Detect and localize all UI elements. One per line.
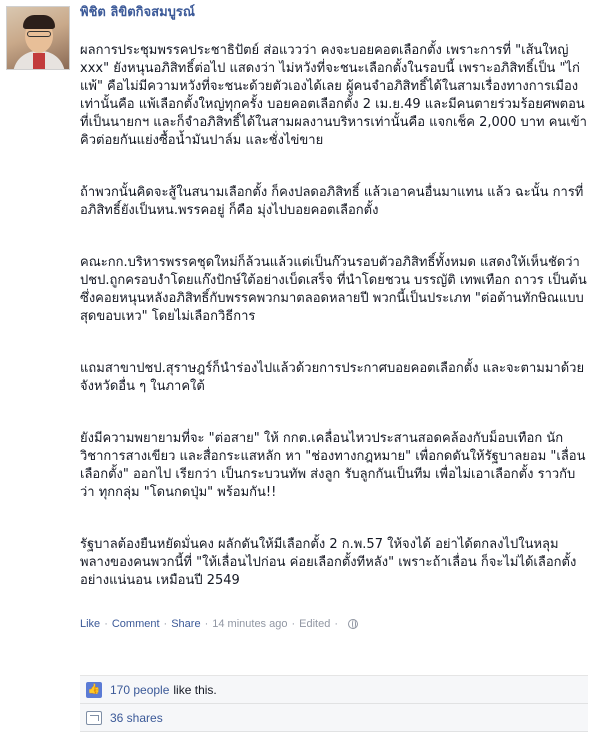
likes-row (80, 676, 588, 704)
thumbs-up-icon: 👍 (86, 682, 102, 698)
separator: · (291, 618, 296, 630)
likes-suffix: like this. (173, 682, 217, 697)
author-name-link[interactable]: พิชิต ลิขิตกิจสมบูรณ์ (80, 5, 195, 20)
post-paragraph-4: แถมสาขาปชป.สุราษฎร์ก็นำร่องไปแล้วด้วยการประกาศบอยคอตเลือกตั้ง และจะตามมาด้วยจังหวัดอื่น ๆ ในภาคใต้ (80, 361, 585, 394)
edited-link[interactable]: Edited (299, 618, 331, 630)
comment-link[interactable]: Comment (111, 618, 160, 630)
separator: · (204, 618, 209, 630)
post-paragraph-1: ผลการประชุมพรรคประชาธิปัตย์ ส่อแววว่า คงจะบอยคอตเลือกตั้ง เพราะการที่ "เส้นใหญ่ xxx" ยังหนุนอภิสิทธิ์ต่อไป แสดงว่า ไม่หวังที่จะชนะเลือกตั้งในรอบนี้ เพราะอภิสิทธิ์เป็น "ไก่แพ้" คือไม่มีความหวังที่จะชนะด้วยตัวเองได้เลย ผู้คนจำอภิสิทธิ์ได้ในสามเรื่องทางการเมืองเท่านั้นคือ แพ้เลือกตั้งใหญ่ทุกครั้ง บอยคอตเลือกตั้ง 2 เม.ย.49 และมีคนตายร่วมร้อยศพตอนที่เป็นนายกฯ และก็จำอภิสิทธิ์ได้ในสามผลงานบริหารเท่านั้นคือ แจกเช็ค 2,000 บาท คนเข้าคิวต่อยกันแย่งซื้อน้ำมันปาล์ม และชั่งไข่ขาย (80, 43, 587, 148)
shares-count-link[interactable]: 36 shares (110, 710, 163, 725)
likes-count-link[interactable]: 170 people (110, 682, 170, 697)
post-timestamp[interactable]: 14 minutes ago (212, 618, 288, 630)
share-icon (86, 711, 102, 725)
shares-row (80, 704, 588, 732)
post-paragraph-5: ยังมีความพยายามที่จะ "ต่อสาย" ให้ กกต.เคลื่อนไหวประสานสอดคล้องกับม็อบเทือก นักวิชาการสางเขียว และสื่อกระแสหลัก หา "ช่องทางกฎหมาย" เพื่อกดดันให้รัฐบาลยอม "เลื่อนเลือกตั้ง" ออกไป เรียกว่า เป็นกระบวนทัพ ส่งลูก รับลูกกันเป็นทีม เพื่อไม่เอาเลือกตั้ง ราวกับว่า ทุกกลุ่ม "โดนกดปุ่ม" พร้อมกัน!! (80, 431, 586, 500)
post-paragraph-3: คณะกก.บริหารพรรคชุดใหม่ก็ล้วนแล้วแต่เป็นก๊วนรอบตัวอภิสิทธิ์ทั้งหมด แสดงให้เห็นชัดว่า ปชป.ถูกครอบงำโดยแก๊งปักษ์ใต้อย่างเบ็ดเสร็จ ที่นำโดยชวน บรรญัติ เทพเทือก ถาวร เป็นต้น ซึ่งคอยหนุนหลังอภิสิทธิ์กับพรรคพวกมาตลอดหลายปี พวกนี้เป็นประเภท "ต่อต้านทักษิณแบบสุดขอบเหว" โดยไม่เลือกวิธีการ (80, 255, 587, 324)
post-action-bar (80, 618, 588, 630)
separator: · (163, 618, 168, 630)
post-content (80, 4, 588, 630)
separator: · (104, 618, 108, 630)
author-avatar[interactable] (6, 6, 70, 70)
post-feedback-box (80, 675, 588, 732)
avatar-collar (33, 53, 45, 69)
globe-icon[interactable] (348, 619, 358, 629)
post-body (80, 24, 588, 624)
avatar-hair (23, 15, 55, 29)
share-link[interactable]: Share (171, 618, 201, 630)
separator: · (334, 618, 339, 630)
post-paragraph-2: ถ้าพวกนั้นคิดจะสู้ในสนามเลือกตั้ง ก็คงปลดอภิสิทธิ์ แล้วเอาคนอื่นมาแทน แล้ว ฉะนั้น การที่อภิสิทธิ์ยังเป็นหน.พรรคอยู่ ก็คือ มุ่งไปบอยคอตเลือกตั้ง (80, 185, 584, 218)
avatar-glasses (27, 31, 51, 37)
like-link[interactable]: Like (80, 618, 101, 630)
post-paragraph-6: รัฐบาลต้องยืนหยัดมั่นคง ผลักดันให้มีเลือกตั้ง 2 ก.พ.57 ให้จงได้ อย่าได้ตกลงไปในหลุมพลางของคนพวกนี้ที่ "ให้เลื่อนไปก่อน ค่อยเลือกตั้งทีหลัง" เพราะถ้าเลื่อน ก็จะไม่ได้เลือกตั้งอย่างแน่นอน เหมือนปี 2549 (80, 537, 577, 588)
